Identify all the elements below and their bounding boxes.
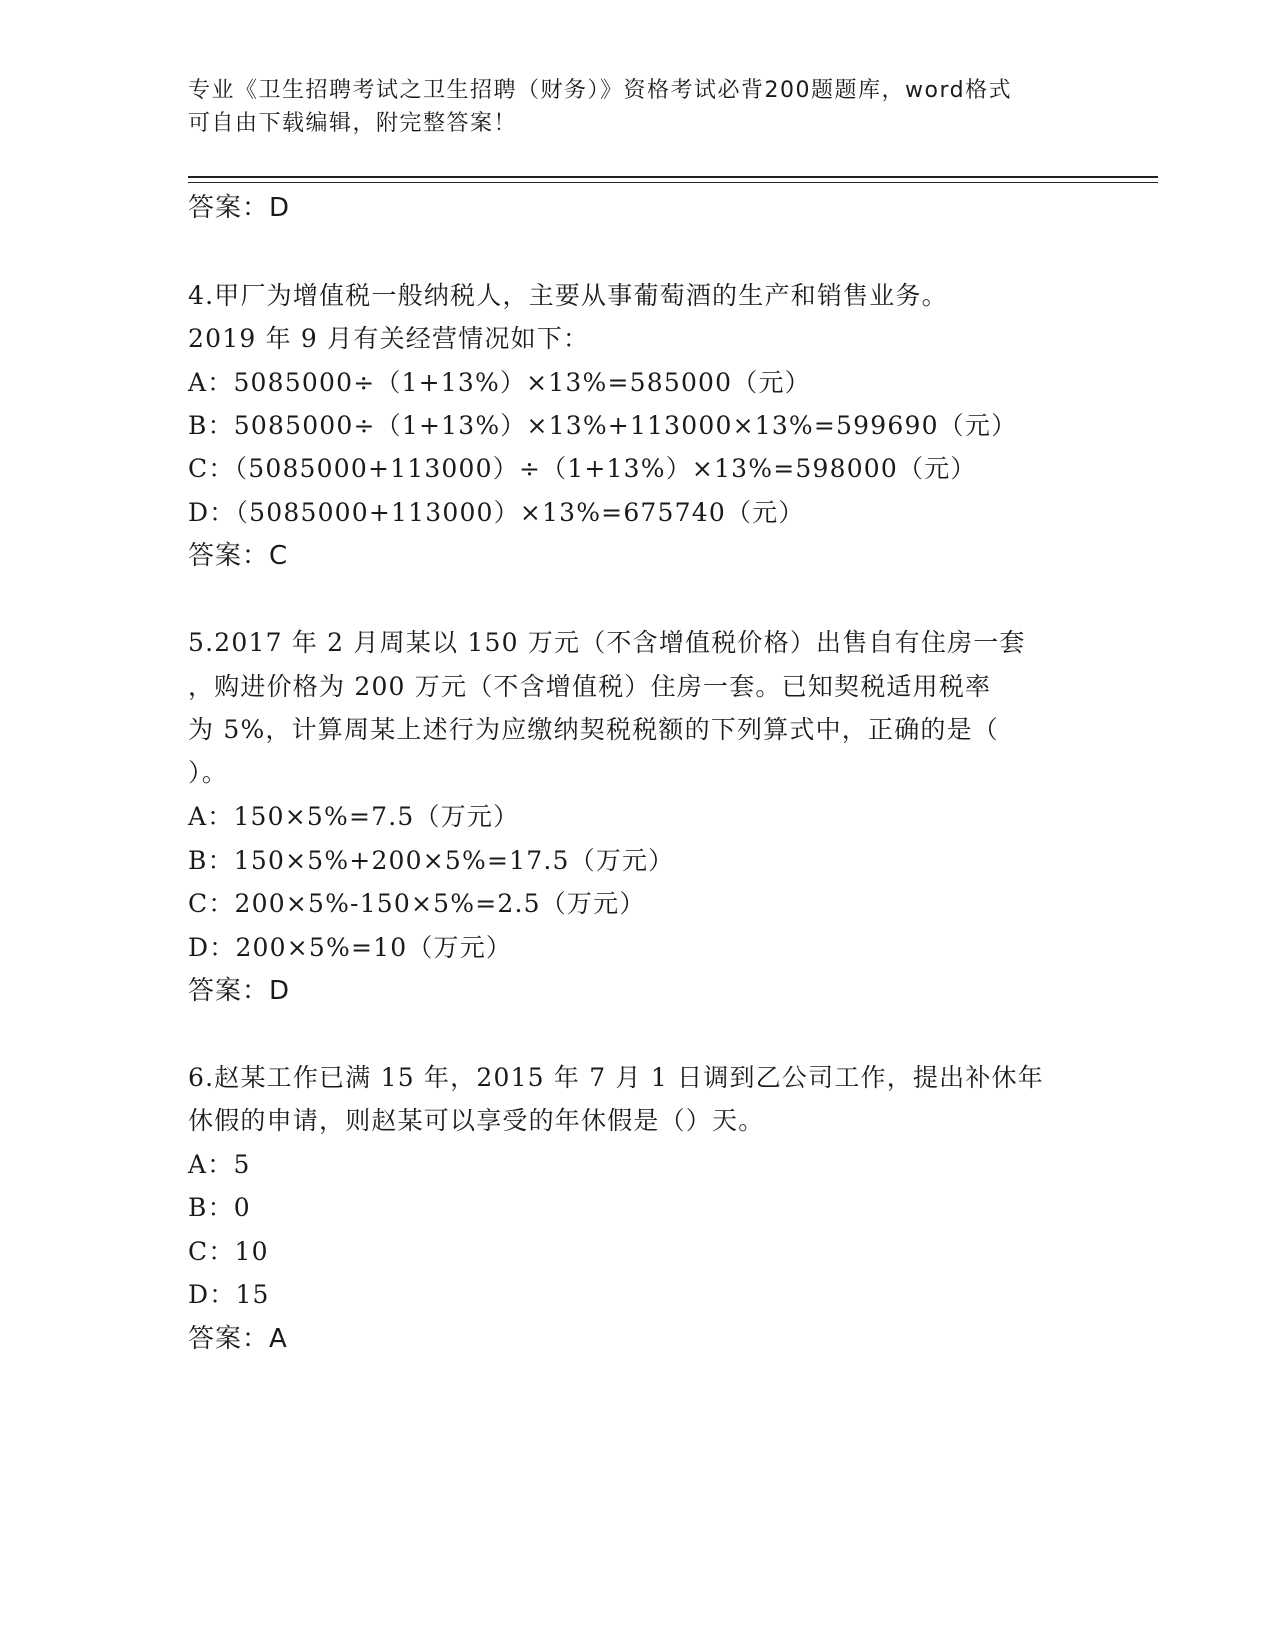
q6-option-b: B：0 [188,1193,251,1222]
q6-stem-line-1: 6.赵某工作已满 15 年，2015 年 7 月 1 日调到乙公司工作，提出补休年 [188,1063,1044,1092]
q5-option-a: A：150×5%=7.5（万元） [188,802,520,831]
q6-stem-line-2: 休假的申请，则赵某可以享受的年休假是（）天。 [188,1106,765,1135]
header-title-line-1: 专业《卫生招聘考试之卫生招聘（财务）》资格考试必背200题题库，word格式 [188,78,1013,103]
answer-q5: 答案：D [188,976,291,1006]
header-divider-thick [188,176,1158,178]
q5-stem-line-4: ）。 [188,758,228,787]
q5-stem-line-3: 为 5%，计算周某上述行为应缴纳契税税额的下列算式中，正确的是（ [188,715,1000,744]
q5-stem-line-2: ，购进价格为 200 万元（不含增值税）住房一套。已知契税适用税率 [188,672,992,701]
q4-option-b: B：5085000÷（1+13%）×13%+113000×13%=599690（元） [188,411,1018,440]
q5-stem-line-1: 5.2017 年 2 月周某以 150 万元（不含增值税价格）出售自有住房一套 [188,628,1026,657]
q5-option-d: D：200×5%=10（万元） [188,933,513,962]
q4-stem-line-1: 4.甲厂为增值税一般纳税人，主要从事葡萄酒的生产和销售业务。 [188,281,948,310]
q6-option-d: D：15 [188,1280,270,1309]
q4-option-c: C：（5085000+113000）÷（1+13%）×13%=598000（元） [188,454,977,483]
answer-q3: 答案：D [188,193,291,223]
answer-q4: 答案：C [188,541,289,571]
q5-option-b: B：150×5%+200×5%=17.5（万元） [188,846,675,875]
q4-option-a: A：5085000÷（1+13%）×13%=585000（元） [188,368,811,397]
q5-option-c: C：200×5%-150×5%=2.5（万元） [188,889,646,918]
document-header [188,74,1068,140]
header-title-line-2: 可自由下载编辑，附完整答案！ [188,111,518,136]
answer-q6: 答案：A [188,1324,288,1354]
q6-option-c: C：10 [188,1237,269,1266]
q6-option-a: A：5 [188,1150,251,1179]
q4-option-d: D：（5085000+113000）×13%=675740（元） [188,498,805,527]
q4-stem-line-2: 2019 年 9 月有关经营情况如下： [188,324,590,353]
header-divider-thin [188,182,1158,183]
